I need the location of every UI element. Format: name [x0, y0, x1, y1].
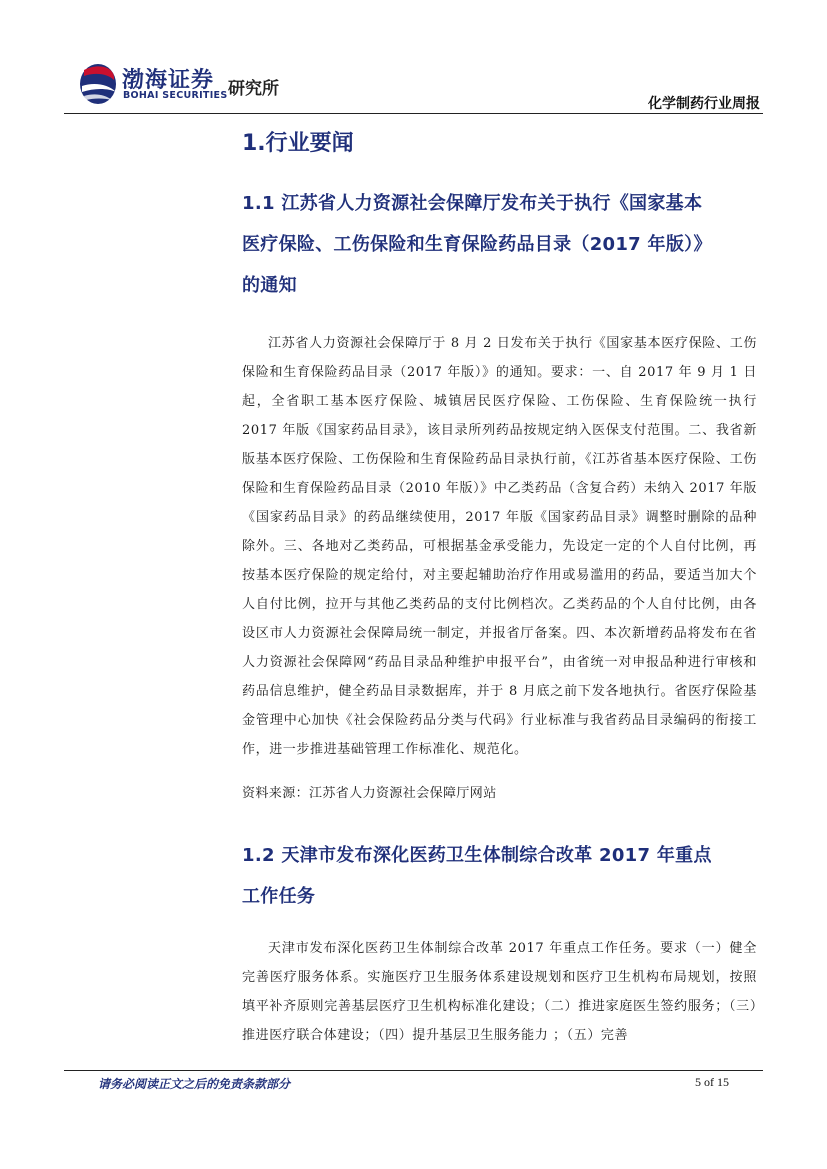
item-1-body: 江苏省人力资源社会保障厅于 8 月 2 日发布关于执行《国家基本医疗保险、工伤保险和生育保险药品目录（2017 年版）》的通知。要求：一、自 2017 年 9 月 1 日起，全省职工基本医疗保险、城镇居民医疗保险、工伤保险、生育保险统一执行 2017 年版《国家药品目录》，该目录所列药品按规定纳入医保支付范围。二、我省新版基本医疗保险、工伤保险和生育保险药品目录执行前，《江苏省基本医疗保险、工伤保险和生育保险药品目录（2010 年版）》中乙类药品（含复合药）未纳入 2017 年版《国家药品目录》的药品继续使用，2017 年版《国家药品目录》调整时删除的品种除外。三、各地对乙类药品，可根据基金承受能力，先设定一定的个人自付比例，再按基本医疗保险的规定给付，对主要起辅助治疗作用或易滥用的药品，要适当加大个人自付比例，拉开与其他乙类药品的支付比例档次。乙类药品的个人自付比例，由各设区市人力资源社会保障局统一制定，并报省厅备案。四、本次新增药品将发布在省人力资源社会保障网“药品目录品种维护申报平台”，由省统一对申报品种进行审核和药品信息维护，健全药品目录数据库，并于 8 月底之前下发各地执行。省医疗保险基金管理中心加快《社会保险药品分类与代码》行业标准与我省药品目录编码的衔接工作，进一步推进基础管理工作标准化、规范化。	[242, 336, 757, 757]
logo-institute: 研究所	[228, 79, 279, 99]
disclaimer-note: 请务必阅读正文之后的免责条款部分	[98, 1077, 291, 1091]
item-1-heading	[242, 183, 757, 306]
section-title: 1.行业要闻	[242, 131, 354, 156]
item-2-body: 天津市发布深化医药卫生体制综合改革 2017 年重点工作任务。要求（一）健全完善医疗服务体系。实施医疗卫生服务体系建设规划和医疗卫生机构布局规划，按照填平补齐原则完善基层医疗卫生机构标准化建设；（二）推进家庭医生签约服务；（三）推进医疗联合体建设；（四）提升基层卫生服务能力 ；（五）完善	[242, 941, 757, 1043]
report-title: 化学制药行业周报	[648, 96, 760, 112]
logo-name-en: BOHAI SECURITIES	[123, 90, 228, 101]
item-2-heading	[242, 835, 757, 917]
main-content	[242, 118, 757, 1050]
item-2-heading-line: 工作任务	[242, 886, 316, 907]
item-1-heading-line: 1.1 江苏省人力资源社会保障厅发布关于执行《国家基本	[242, 193, 703, 214]
item-1-heading-line: 医疗保险、工伤保险和生育保险药品目录（2017 年版）》	[242, 234, 712, 255]
page-number: 5 of 15	[695, 1075, 729, 1089]
item-1-source: 资料来源：江苏省人力资源社会保障厅网站	[242, 786, 497, 801]
item-1-heading-line: 的通知	[242, 275, 297, 296]
logo-name-cn: 渤海证券	[122, 67, 215, 93]
footer-divider	[64, 1070, 763, 1071]
company-logo	[78, 60, 298, 108]
header-divider	[64, 113, 763, 114]
item-2-heading-line: 1.2 天津市发布深化医药卫生体制综合改革 2017 年重点	[242, 845, 712, 866]
bohai-logo-icon	[78, 60, 120, 106]
